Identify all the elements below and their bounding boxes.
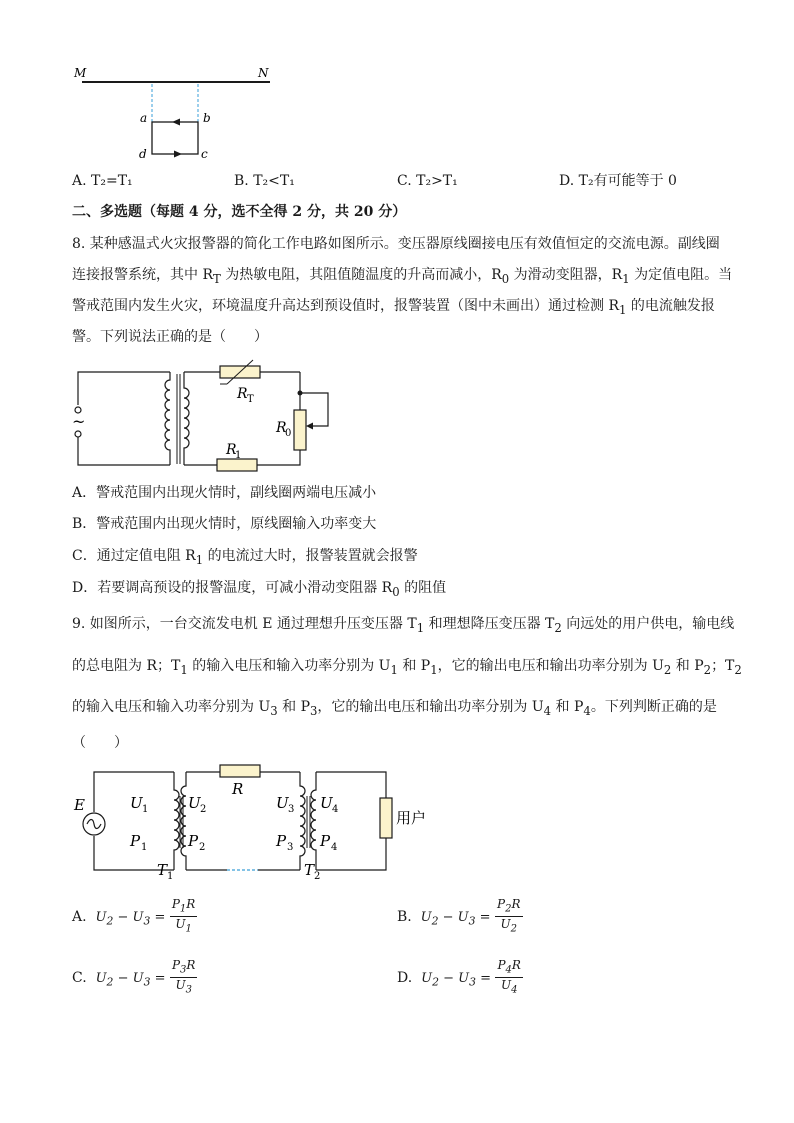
q8-option-d: D．若要调高预设的报警温度，可减小滑动变阻器 $R_0$ 的阻值 — [72, 580, 447, 599]
label-u1: U — [130, 794, 143, 812]
svg-text:4: 4 — [331, 842, 338, 853]
q8-option-b: B．警戒范围内出现火情时，原线圈输入功率变大 — [72, 516, 377, 532]
label-d: d — [139, 147, 147, 161]
mn-loop-figure — [60, 60, 300, 170]
q9-option-a: A. $U_2 - U_3$ = $\frac{P_1R}{U_1}$ — [72, 897, 196, 935]
label-u2: U — [188, 794, 201, 812]
q7-option-d: D. T₂有可能等于 0 — [559, 173, 677, 189]
label-u3: U — [276, 794, 289, 812]
label-n: N — [258, 66, 269, 80]
label-user: 用户 — [396, 809, 427, 827]
svg-text:1: 1 — [141, 842, 148, 853]
q7-option-a: A. T₂=T₁ — [72, 173, 133, 189]
q9-circuit-figure — [70, 760, 440, 885]
q8-line: 连接报警系统，其中 $R_T$ 为热敏电阻，其阻值随温度的升高而减小，$R_0$ 为滑动变阻器，$R_1$ 为定值电阻。当 — [72, 267, 733, 286]
label-m: M — [74, 66, 87, 80]
q9-line: （ ） — [72, 735, 128, 751]
label-p3: P — [276, 832, 287, 850]
svg-text:2: 2 — [199, 842, 206, 853]
label-b: b — [203, 111, 211, 125]
label-e: E — [74, 796, 85, 814]
r0-sub: 0 — [285, 428, 292, 439]
label-a: a — [140, 111, 148, 125]
r1-sub: 1 — [235, 450, 242, 461]
q7-option-c: C. T₂>T₁ — [397, 173, 458, 189]
q8-circuit-figure — [60, 360, 350, 475]
q8-option-a: A．警戒范围内出现火情时，副线圈两端电压减小 — [72, 485, 377, 501]
q8-line: 警。下列说法正确的是（ ） — [72, 329, 268, 345]
q9-option-d: D. $U_2 - U_3$ = $\frac{P_4R}{U_4}$ — [397, 958, 521, 996]
q9-line: 的总电阻为 R；$T_1$ 的输入电压和输入功率分别为 $U_1$ 和 $P_1$，它的输出电压和输出功率分别为 $U_2$ 和 $P_2$；$T_2$ — [72, 658, 742, 677]
svg-text:2: 2 — [314, 871, 321, 882]
q9-line: 9. 如图所示，一台交流发电机 E 通过理想升压变压器 $T_1$ 和理想降压变压器 $T_2$ 向远处的用户供电，输电线 — [72, 616, 735, 635]
svg-text:2: 2 — [200, 804, 207, 815]
user-load — [380, 798, 392, 838]
label-t2: T — [304, 861, 315, 879]
q8-line: 警戒范围内发生火灾，环境温度升高达到预设值时，报警装置（图中未画出）通过检测 $R_1$ 的电流触发报 — [72, 298, 715, 317]
ac-source-symbol: ~ — [72, 412, 86, 431]
r0-resistor — [294, 410, 306, 450]
label-r: R — [232, 780, 244, 798]
rt-label: R — [237, 386, 248, 402]
q9-option-b: B. $U_2 - U_3$ = $\frac{P_2R}{U_2}$ — [397, 897, 521, 935]
label-t1: T — [157, 861, 168, 879]
svg-text:1: 1 — [167, 871, 174, 882]
q9-option-c: C. $U_2 - U_3$ = $\frac{P_3R}{U_3}$ — [72, 958, 196, 996]
q9-line: 的输入电压和输入功率分别为 $U_3$ 和 $P_3$，它的输出电压和输出功率分别为 $U_4$ 和 $P_4$。下列判断正确的是 — [72, 699, 717, 718]
label-p2: P — [188, 832, 199, 850]
svg-text:3: 3 — [287, 842, 294, 853]
q8-option-c: C．通过定值电阻 $R_1$ 的电流过大时，报警装置就会报警 — [72, 548, 418, 567]
r1-label: R — [226, 442, 237, 458]
svg-text:4: 4 — [332, 804, 339, 815]
svg-text:1: 1 — [142, 804, 149, 815]
rt-sub: T — [247, 394, 254, 405]
label-p1: P — [130, 832, 141, 850]
line-resistor — [220, 765, 260, 777]
q8-line: 8. 某种感温式火灾报警器的简化工作电路如图所示。变压器原线圈接电压有效值恒定的交流电源。副线圈 — [72, 236, 720, 252]
q7-option-b: B. T₂<T₁ — [234, 173, 295, 189]
label-c: c — [201, 147, 208, 161]
section-heading: 二、多选题（每题 4 分，选不全得 2 分，共 20 分） — [72, 204, 407, 220]
label-p4: P — [320, 832, 331, 850]
r0-label: R — [276, 420, 287, 436]
svg-text:3: 3 — [288, 804, 295, 815]
label-u4: U — [320, 794, 333, 812]
